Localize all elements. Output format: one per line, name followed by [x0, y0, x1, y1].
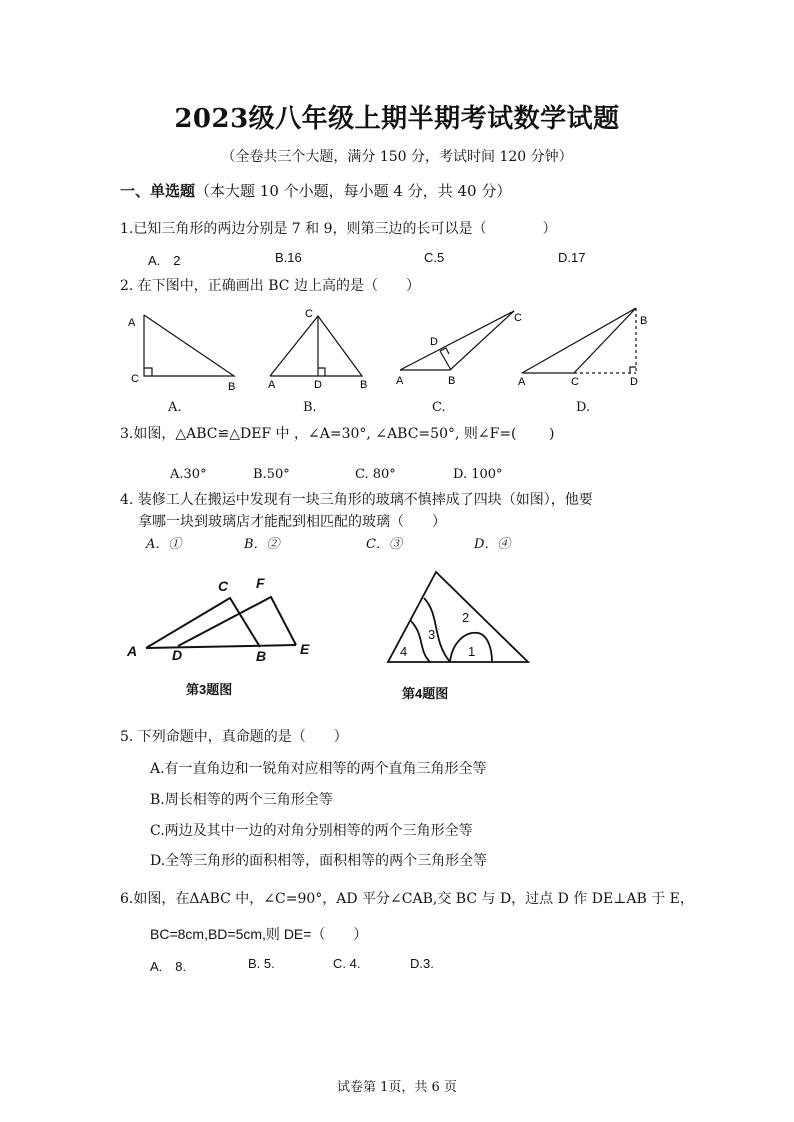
q6-option-c: C. 4. — [333, 956, 361, 971]
question-2-text: 2. 在下图中，正确画出 BC 边上高的是（ ） — [120, 278, 420, 294]
fig3-label-c: C — [218, 578, 229, 594]
page-footer: 试卷第 1页，共 6 页 — [337, 1080, 457, 1095]
figure-q4-caption: 第4题图 — [402, 686, 449, 701]
q5-option-b: B.周长相等的两个三角形全等 — [150, 792, 333, 808]
question-5-text: 5. 下列命题中，真命题的是（ ） — [120, 729, 348, 745]
q3-option-d: D. 100° — [453, 467, 503, 482]
q2-caption-b: B. — [303, 400, 317, 415]
exam-subtitle: （全卷共三个大题，满分 150 分，考试时间 120 分钟） — [221, 149, 573, 165]
q4-option-d: D．④ — [474, 537, 511, 552]
page-title: 2023级八年级上期半期考试数学试题 — [174, 104, 620, 134]
q2a-label-a: A — [128, 317, 136, 329]
q2c-label-c: C — [514, 312, 522, 324]
fig4-piece-2: 2 — [462, 610, 470, 625]
q6-option-a: A. 8. — [150, 959, 187, 974]
q2b-label-b: B — [360, 379, 368, 391]
q4-option-c: C．③ — [366, 537, 402, 552]
question-3-text: 3.如图，△ABC≌△DEF 中 ，∠A=30°, ∠ABC=50°, 则∠F=( ) — [120, 426, 555, 442]
fig3-label-e: E — [300, 641, 310, 657]
fig4-piece-3: 3 — [428, 627, 436, 642]
q2d-label-a: A — [518, 376, 526, 388]
q2d-label-c: C — [571, 376, 579, 388]
q2-figure-d — [522, 308, 636, 373]
q2-figure-a — [144, 315, 234, 376]
q2a-label-c: C — [131, 373, 139, 385]
q1-option-d: D.17 — [558, 250, 586, 265]
q2c-label-a: A — [396, 375, 404, 387]
q2-figure-c — [400, 311, 514, 370]
q3-option-b: B.50° — [253, 467, 290, 482]
q6-option-d: D.3. — [410, 956, 434, 971]
q1-option-b: B.16 — [275, 250, 302, 265]
q2c-label-b: B — [448, 375, 456, 387]
q2-caption-d: D. — [576, 400, 591, 415]
question-4-text-line1: 4. 装修工人在搬运中发现有一块三角形的玻璃不慎摔成了四块（如图），他要 — [120, 492, 593, 508]
q2a-label-b: B — [228, 381, 236, 393]
fig3-label-d: D — [172, 647, 183, 663]
section-title: 一、单选题 — [120, 182, 196, 200]
q1-option-a: A. 2 — [148, 253, 181, 268]
q3-option-c: C. 80° — [355, 467, 396, 482]
q6-option-b: B. 5. — [248, 956, 275, 971]
q5-option-c: C.两边及其中一边的对角分别相等的两个三角形全等 — [150, 823, 473, 839]
q2-caption-c: C. — [432, 400, 446, 415]
q5-option-d: D.全等三角形的面积相等，面积相等的两个三角形全等 — [150, 853, 488, 869]
q1-option-c: C.5 — [424, 250, 445, 265]
section-heading — [120, 180, 511, 201]
q2-figure-b — [270, 316, 362, 376]
figure-q3-triangles — [120, 570, 330, 670]
q2d-label-b: B — [640, 315, 648, 327]
fig3-label-f: F — [256, 575, 265, 591]
figure-q3-caption: 第3题图 — [186, 682, 233, 697]
q3-option-a: A.30° — [170, 467, 207, 482]
section-note: （本大题 10 个小题，每小题 4 分，共 40 分） — [195, 182, 512, 200]
q2-caption-a: A. — [168, 400, 182, 415]
question-6-text-line2: BC=8cm,BD=5cm,则 DE=（ ） — [150, 926, 368, 942]
q4-option-a: A．① — [146, 537, 182, 552]
fig4-piece-1: 1 — [468, 644, 476, 659]
question-1-text: 1.已知三角形的两边分别是 7 和 9，则第三边的长可以是（ ） — [120, 221, 557, 237]
question-6-text-line1: 6.如图，在ΔABC 中，∠C=90°，AD 平分∠CAB,交 BC 与 D，过点 D 作 DE⊥AB 于 E， — [120, 891, 694, 907]
q2d-label-d: D — [630, 376, 638, 388]
q2b-label-d: D — [314, 379, 322, 391]
fig3-label-a: A — [127, 643, 138, 659]
q2c-label-d: D — [430, 336, 438, 348]
question-4-text-line2: 拿哪一块到玻璃店才能配到相匹配的玻璃（ ） — [138, 514, 446, 530]
q5-option-a: A.有一直角边和一锐角对应相等的两个直角三角形全等 — [150, 761, 487, 777]
q2b-label-c: C — [305, 308, 313, 320]
fig3-label-b: B — [256, 648, 267, 664]
q4-option-b: B．② — [244, 537, 280, 552]
figure-q4-broken-glass — [380, 565, 535, 670]
fig4-piece-4: 4 — [400, 644, 408, 659]
q2b-label-a: A — [268, 379, 276, 391]
q2-triangle-figures — [120, 300, 660, 396]
